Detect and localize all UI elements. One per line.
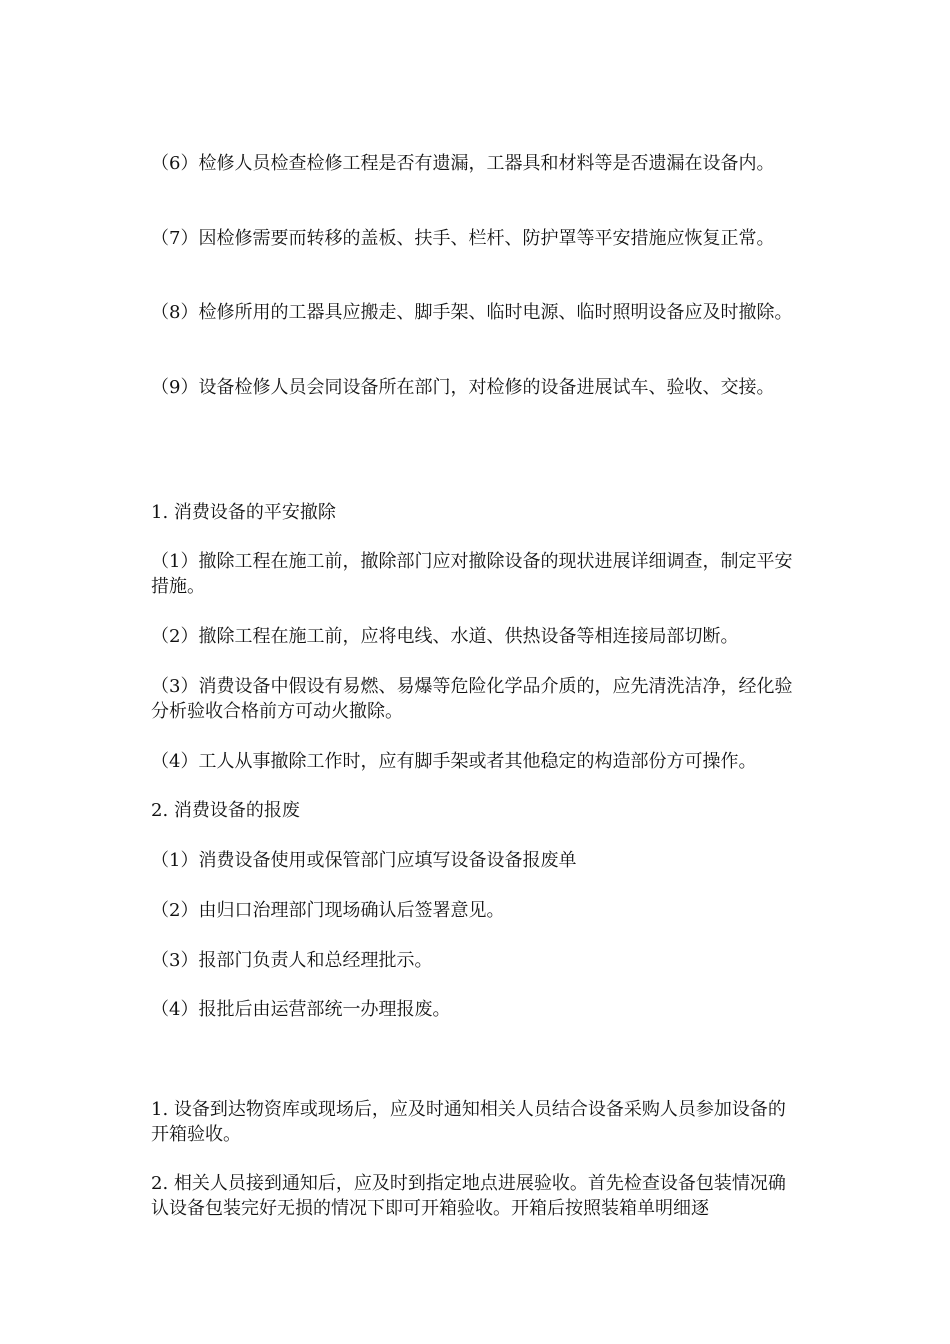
section-heading-scrapping: 2. 消费设备的报废	[151, 800, 300, 821]
paragraph-acceptance-2: 2. 相关人员接到通知后，应及时到指定地点进展验收。首先检查设备包装情况确认设备包装完好无损的情况下即可开箱验收。开箱后按照装箱单明细逐	[151, 1173, 786, 1219]
paragraph-dismantling-4: （4）工人从事撤除工作时，应有脚手架或者其他稳定的构造部份方可操作。	[151, 751, 757, 772]
paragraph-inspection-8: （8）检修所用的工器具应搬走、脚手架、临时电源、临时照明设备应及时撤除。	[151, 302, 793, 323]
paragraph-scrapping-1: （1）消费设备使用或保管部门应填写设备设备报废单	[151, 850, 577, 871]
paragraph-inspection-7: （7）因检修需要而转移的盖板、扶手、栏杆、防护罩等平安措施应恢复正常。	[151, 228, 775, 249]
paragraph-inspection-9: （9）设备检修人员会同设备所在部门，对检修的设备进展试车、验收、交接。	[151, 377, 775, 398]
paragraph-inspection-6: （6）检修人员检查检修工程是否有遗漏，工器具和材料等是否遗漏在设备内。	[151, 153, 775, 174]
section-heading-dismantling: 1. 消费设备的平安撤除	[151, 502, 336, 523]
paragraph-dismantling-2: （2）撤除工程在施工前，应将电线、水道、供热设备等相连接局部切断。	[151, 626, 739, 647]
paragraph-acceptance-1: 1. 设备到达物资库或现场后，应及时通知相关人员结合设备采购人员参加设备的开箱验收。	[151, 1099, 786, 1145]
paragraph-dismantling-1: （1）撤除工程在施工前，撤除部门应对撤除设备的现状进展详细调查，制定平安措施。	[151, 551, 793, 597]
paragraph-scrapping-2: （2）由归口治理部门现场确认后签署意见。	[151, 900, 505, 921]
paragraph-scrapping-4: （4）报批后由运营部统一办理报废。	[151, 999, 451, 1020]
paragraph-scrapping-3: （3）报部门负责人和总经理批示。	[151, 950, 433, 971]
paragraph-dismantling-3: （3）消费设备中假设有易燃、易爆等危险化学品介质的，应先清洗洁净，经化验分析验收合格前方可动火撤除。	[151, 676, 793, 722]
